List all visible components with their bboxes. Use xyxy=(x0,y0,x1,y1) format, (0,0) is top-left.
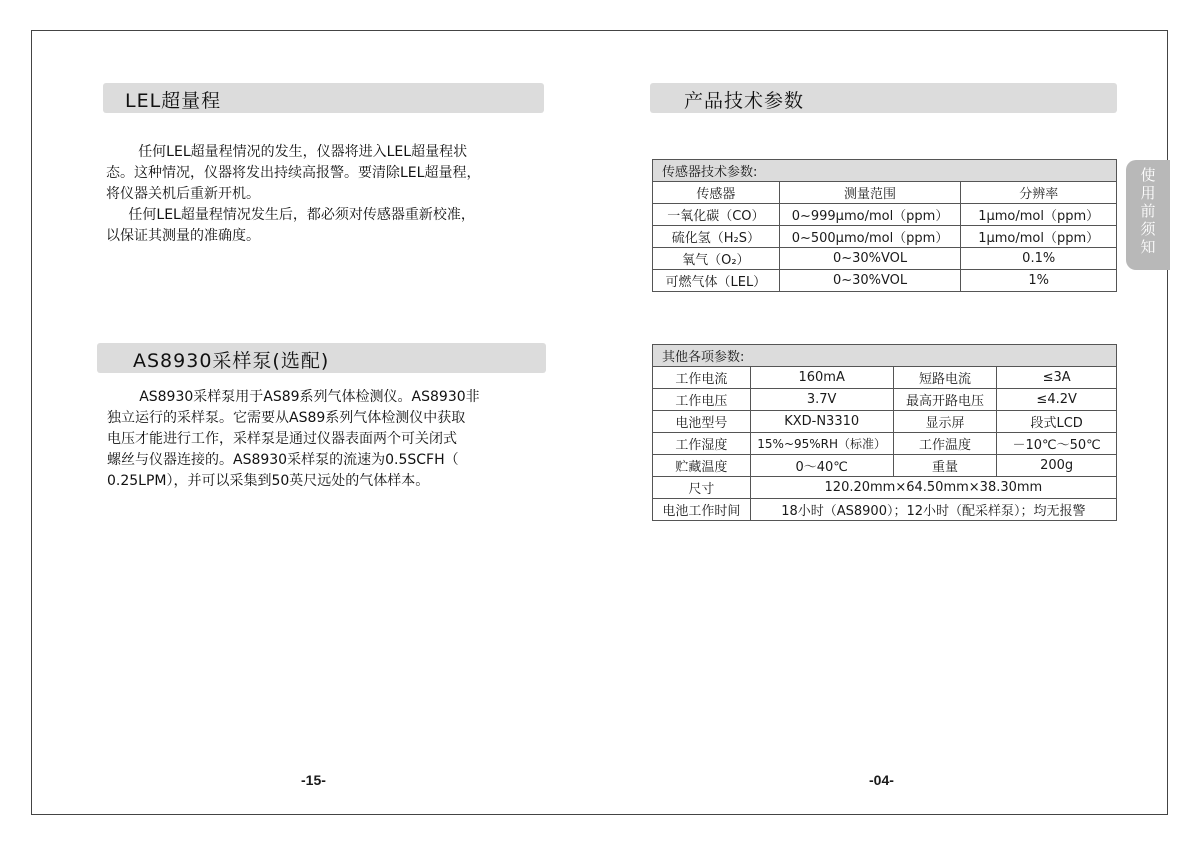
table-row xyxy=(653,411,1117,433)
other-spec-table xyxy=(652,344,1117,521)
page-number-left: -15- xyxy=(301,772,326,788)
table-cell: 160mA xyxy=(750,367,893,389)
table-cell: 0~30%VOL xyxy=(779,248,961,270)
table-cell: 短路电流 xyxy=(893,367,997,389)
table-cell: 贮藏温度 xyxy=(653,455,751,477)
table-cell: 1% xyxy=(961,270,1117,292)
table-row xyxy=(653,367,1117,389)
table-cell: 0~30%VOL xyxy=(779,270,961,292)
table-cell: ≤3A xyxy=(997,367,1117,389)
table-row xyxy=(653,477,1117,499)
table-cell: 0~999μmo/mol（ppm） xyxy=(779,204,961,226)
table-cell: 电池型号 xyxy=(653,411,751,433)
sensor-table-caption: 传感器技术参数: xyxy=(653,160,1117,182)
table-cell: 工作温度 xyxy=(893,433,997,455)
table-row xyxy=(653,389,1117,411)
lel-para1-line2: 态。这种情况，仪器将发出持续高报警。要清除LEL超量程， xyxy=(106,165,481,181)
table-cell: 氧气（O₂） xyxy=(653,248,780,270)
table-cell: 0~500μmo/mol（ppm） xyxy=(779,226,961,248)
table-cell: 工作湿度 xyxy=(653,433,751,455)
side-tab xyxy=(1126,160,1170,270)
column-header: 分辨率 xyxy=(961,182,1117,204)
table-cell: 一氧化碳（CO） xyxy=(653,204,780,226)
section-banner-lel xyxy=(103,83,544,113)
table-cell: 18小时（AS8900）；12小时（配采样泵）；均无报警 xyxy=(750,499,1116,521)
side-tab-char: 前 xyxy=(1140,202,1156,220)
table-cell: 可燃气体（LEL） xyxy=(653,270,780,292)
table-cell: 0.1% xyxy=(961,248,1117,270)
table-row xyxy=(653,433,1117,455)
table-cell: KXD-N3310 xyxy=(750,411,893,433)
side-tab-char: 须 xyxy=(1140,220,1156,238)
table-cell: 工作电压 xyxy=(653,389,751,411)
other-table-caption: 其他各项参数: xyxy=(653,345,1117,367)
column-header: 传感器 xyxy=(653,182,780,204)
table-cell: 1μmo/mol（ppm） xyxy=(961,204,1117,226)
table-row xyxy=(653,248,1117,270)
side-tab-char: 用 xyxy=(1140,184,1156,202)
pump-line: 螺丝与仪器连接的。AS8930采样泵的流速为0.5SCFH（ xyxy=(107,452,459,468)
section-title-pump: AS8930采样泵(选配) xyxy=(133,350,330,372)
page-number-right: -04- xyxy=(869,772,894,788)
pump-paragraph xyxy=(107,387,557,492)
section-banner-specs xyxy=(650,83,1117,113)
table-cell: 200g xyxy=(997,455,1117,477)
side-tab-char: 使 xyxy=(1140,166,1156,184)
section-title-specs: 产品技术参数 xyxy=(684,90,805,112)
table-cell: 最高开路电压 xyxy=(893,389,997,411)
section-title-lel: LEL超量程 xyxy=(125,90,222,112)
table-cell: 尺寸 xyxy=(653,477,751,499)
pump-line: AS8930采样泵用于AS89系列气体检测仪。AS8930非 xyxy=(139,389,480,405)
table-cell: 电池工作时间 xyxy=(653,499,751,521)
pump-line: 电压才能进行工作，采样泵是通过仪器表面两个可关闭式 xyxy=(107,431,457,447)
table-row xyxy=(653,455,1117,477)
lel-paragraph xyxy=(106,142,556,247)
table-cell: 硫化氢（H₂S） xyxy=(653,226,780,248)
table-cell: －10℃～50℃ xyxy=(997,433,1117,455)
table-cell: 1μmo/mol（ppm） xyxy=(961,226,1117,248)
table-row xyxy=(653,499,1117,521)
table-cell: 120.20mm×64.50mm×38.30mm xyxy=(750,477,1116,499)
table-cell: 显示屏 xyxy=(893,411,997,433)
pump-line: 0.25LPM），并可以采集到50英尺远处的气体样本。 xyxy=(107,473,430,489)
table-cell: 段式LCD xyxy=(997,411,1117,433)
table-cell: 工作电流 xyxy=(653,367,751,389)
table-cell: 15%~95%RH（标准） xyxy=(750,433,893,455)
table-header-row xyxy=(653,182,1117,204)
table-row xyxy=(653,270,1117,292)
lel-para1-line1: 任何LEL超量程情况的发生，仪器将进入LEL超量程状 xyxy=(138,144,468,160)
lel-para2-line2: 以保证其测量的准确度。 xyxy=(106,228,260,244)
table-cell: ≤4.2V xyxy=(997,389,1117,411)
sensor-spec-table xyxy=(652,159,1117,292)
table-cell: 3.7V xyxy=(750,389,893,411)
pump-line: 独立运行的采样泵。它需要从AS89系列气体检测仪中获取 xyxy=(107,410,466,426)
side-tab-char: 知 xyxy=(1140,238,1156,256)
table-cell: 0～40℃ xyxy=(750,455,893,477)
column-header: 测量范围 xyxy=(779,182,961,204)
section-banner-pump xyxy=(97,343,546,373)
table-cell: 重量 xyxy=(893,455,997,477)
lel-para1-line3: 将仪器关机后重新开机。 xyxy=(106,186,260,202)
table-row xyxy=(653,204,1117,226)
table-row xyxy=(653,226,1117,248)
lel-para2-line1: 任何LEL超量程情况发生后，都必须对传感器重新校准， xyxy=(128,207,475,223)
